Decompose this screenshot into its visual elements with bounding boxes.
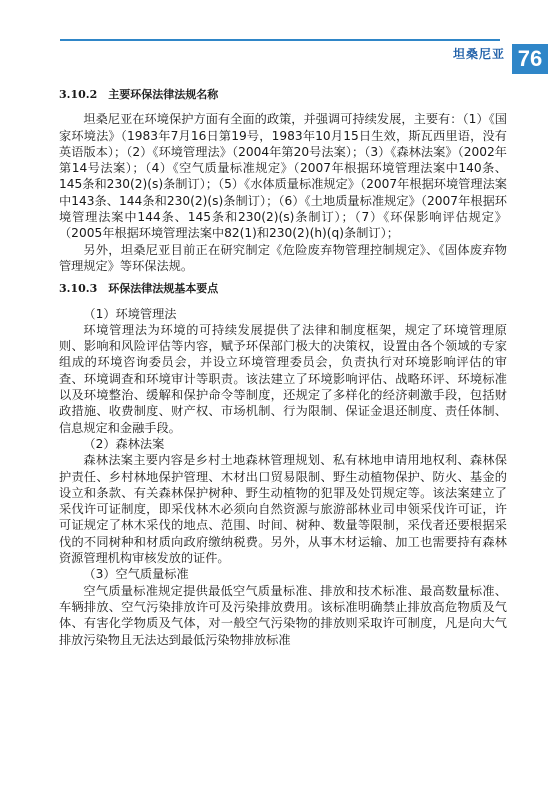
page-body [59,87,507,648]
section-heading-3-10-2: 3.10.2 主要环保法律法规名称 [59,88,219,101]
page-number: 76 [512,44,548,74]
paragraph-laws-list: 坦桑尼亚在环境保护方面有全面的政策，并强调可持续发展，主要有：（1）《国家环境法》（1983年7月16日第19号，1983年10月15日生效，斯瓦西里语，没有英语版本）；（2）《环境管理法》（2004年第20号法案）；（3）《森林法案》（2002年第14号法案）；（4）《空气质量标准规定》（2007年根据环境管理法案中140条、145条和230(2)(s)条制订）；（5）《水体质量标准规定》（2007年根据环境管理法案中143条、144条和230(2)(s)条制订）；（6）《土地质量标准规定》（2007年根据环境管理法案中144条、145条和230(2)(s)条制订）；（7）《环保影响评估规定》（2005年根据环境管理法案中82(1)和230(2)(h)(q)条制订）； [59,112,507,241]
paragraph-laws-future: 另外，坦桑尼亚目前正在研究制定《危险废弃物管理控制规定》、《固体废弃物管理规定》等环保法规。 [59,242,507,273]
header-rule [60,39,500,41]
subheading-air-quality: （3）空气质量标准 [83,567,189,582]
paragraph-forest: 森林法案主要内容是乡村土地森林管理规划、私有林地申请用地权利、森林保护责任、乡村林地保护管理、木材出口贸易限制、野生动植物保护、防火、基金的设立和条款、有关森林保护树种、野生动植物的犯罪及处罚规定等。该法案建立了采伐许可证制度，即采伐林木必须向自然资源与旅游部林业司申领采伐许可证，许可证规定了林木采伐的地点、范围、时间、树种、数量等限制，采伐者还要根据采伐的不同树种和材质向政府缴纳税费。另外，从事木材运输、加工也需要持有森林资源管理机构审核发放的证件。 [59,453,507,566]
header-country: 坦桑尼亚 [453,47,506,61]
paragraph-env-management: 环境管理法为环境的可持续发展提供了法律和制度框架，规定了环境管理原则、影响和风险评估等内容，赋予环保部门极大的决策权，设置由各个领域的专家组成的环境咨询委员会，并设立环境管理委员会，负责执行对环境影响评估的审查、环境调查和环境审计等职责。该法建立了环境影响评估、战略环评、环境标准以及环境整治、缓解和保护命令等制度，还规定了多样化的经济刺激手段，包括财政措施、收费制度、财产权、市场机制、行为限制、保证金退还制度、责任体制、信息规定和金融手段。 [59,322,507,435]
subheading-forest: （2）森林法案 [83,436,165,451]
paragraph-air-quality: 空气质量标准规定提供最低空气质量标准、排放和技术标准、最高数量标准、车辆排放、空气污染排放许可及污染排放费用。该标准明确禁止排放高危物质及气体、有害化学物质及气体，对一般空气污染物的排放则采取许可制度，凡是向大气排放污染物且无法达到最低污染物排放标准 [59,583,507,647]
section-heading-3-10-3: 3.10.3 环保法律法规基本要点 [59,282,219,296]
subheading-env-management: （1）环境管理法 [83,306,177,321]
